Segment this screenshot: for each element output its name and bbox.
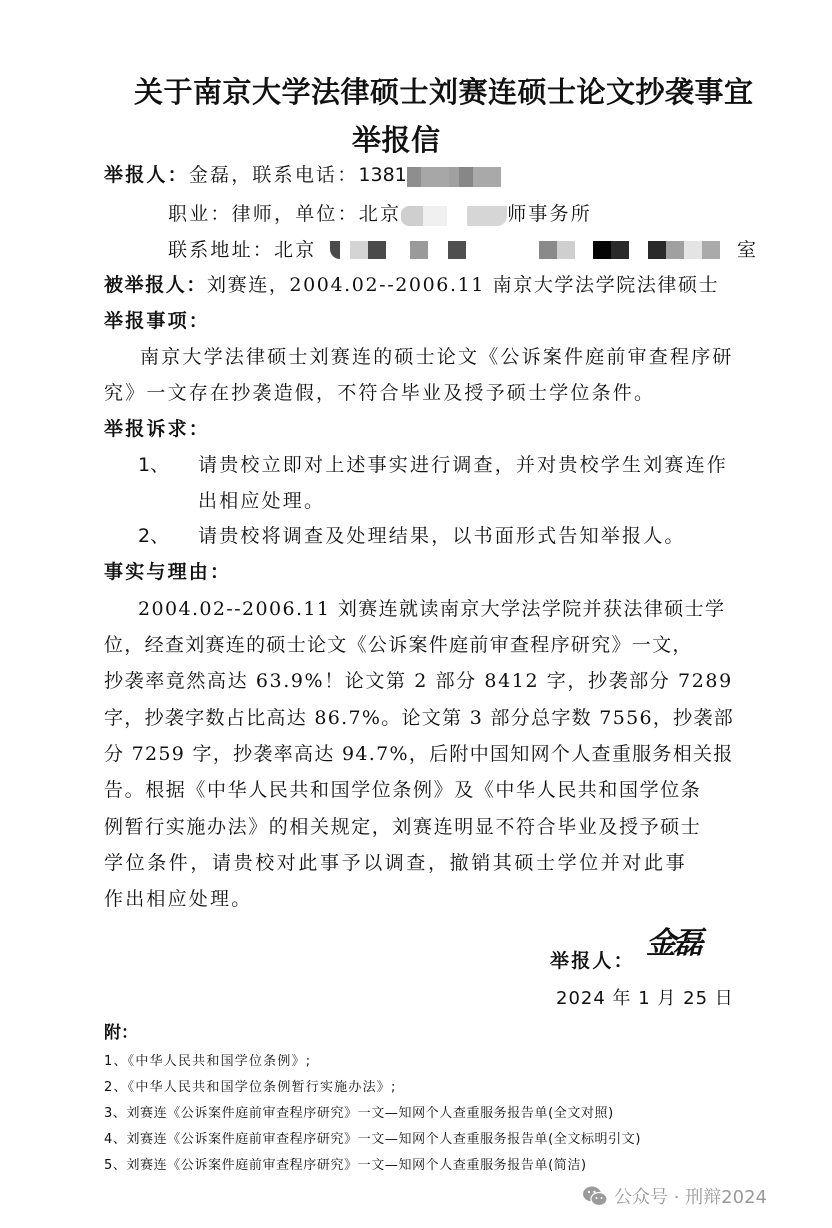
facts-line: 分 7259 字，抄袭率高达 94.7%，后附中国知网个人查重服务相关报 [104,743,734,765]
watermark [582,1183,767,1209]
occupation-line [168,199,592,226]
address-redaction [330,241,750,259]
unit-suffix: 师事务所 [507,203,593,225]
facts-line: 告。根据《中华人民共和国学位条例》及《中华人民共和国学位条 [104,779,702,801]
signature-label: 举报人： [550,950,635,972]
attachment-item: 5、刘赛连《公诉案件庭前审查程序研究》一文—知网个人查重服务报告单(简洁) [104,1158,587,1173]
unit-redaction [401,204,507,226]
attachment-item: 2、《中华人民共和国学位条例暂行实施办法》; [104,1080,397,1095]
address-suffix: 室 [737,239,759,261]
request-1-line1: 请贵校立即对上述事实进行调查，并对贵校学生刘赛连作 [198,454,729,476]
request-1-line2: 出相应处理。 [198,490,326,512]
facts-line: 例暂行实施办法》的相关规定，刘赛连明显不符合毕业及授予硕士 [104,816,702,838]
letter-title-line1: 关于南京大学法律硕士刘赛连硕士论文抄袭事宜 [134,75,754,109]
matter-line1: 南京大学法律硕士刘赛连的硕士论文《公诉案件庭前审查程序研 [140,346,734,368]
address-line [168,235,316,262]
request-1-num: 1、 [138,454,170,476]
accused-label: 被举报人： [104,274,208,296]
request-2-num: 2、 [138,525,170,547]
facts-line: 字，抄袭字数占比高达 86.7%。论文第 3 部分总字数 7556，抄袭部 [104,707,735,729]
letter-title-line2: 举报信 [352,123,441,157]
facts-line: 抄袭率竟然高达 63.9%！论文第 2 部分 8412 字，抄袭部分 7289 [104,670,733,692]
attachment-item: 4、刘赛连《公诉案件庭前审查程序研究》一文—知网个人查重服务报告单(全文标明引文) [104,1132,642,1147]
address-label: 联系地址：北京 [168,239,317,261]
accused-text: 刘赛连，2004.02--2006.11 南京大学法学院法律硕士 [207,274,720,296]
request-2-line1: 请贵校将调查及处理结果，以书面形式告知举报人。 [198,525,686,547]
facts-line: 作出相应处理。 [104,888,253,910]
reporter-line [104,160,501,187]
wechat-icon [582,1185,608,1207]
signature-date: 2024 年 1 月 25 日 [556,988,734,1009]
attachment-item: 3、刘赛连《公诉案件庭前审查程序研究》一文—知网个人查重服务报告单(全文对照) [104,1106,614,1121]
attachments-heading: 附： [104,1023,138,1043]
facts-line: 位，经查刘赛连的硕士论文《公诉案件庭前审查程序研究》一文， [104,634,693,656]
occupation-text: 职业：律师，单位：北京 [168,203,402,225]
reporter-phone-visible: 1381 [358,164,407,186]
requests-heading: 举报诉求： [104,418,211,440]
facts-heading: 事实与理由： [104,561,232,583]
attachment-item: 1、《中华人民共和国学位条例》; [104,1054,312,1069]
accused-line [104,270,719,297]
reporter-label: 举报人： [104,164,189,186]
matter-line2: 究》一文存在抄袭造假，不符合毕业及授予硕士学位条件。 [104,382,656,404]
handwritten-signature: 金磊 [646,926,700,961]
facts-line: 2004.02--2006.11 刘赛连就读南京大学法学院并获法律硕士学 [138,598,726,620]
reporter-name-phone: 金磊，联系电话： [188,164,359,186]
matter-heading: 举报事项： [104,310,211,332]
facts-line: 学位条件，请贵校对此事予以调查，撤销其硕士学位并对此事 [104,852,688,874]
watermark-text: 公众号 · 刑辩2024 [614,1187,767,1208]
phone-redaction [407,165,501,187]
